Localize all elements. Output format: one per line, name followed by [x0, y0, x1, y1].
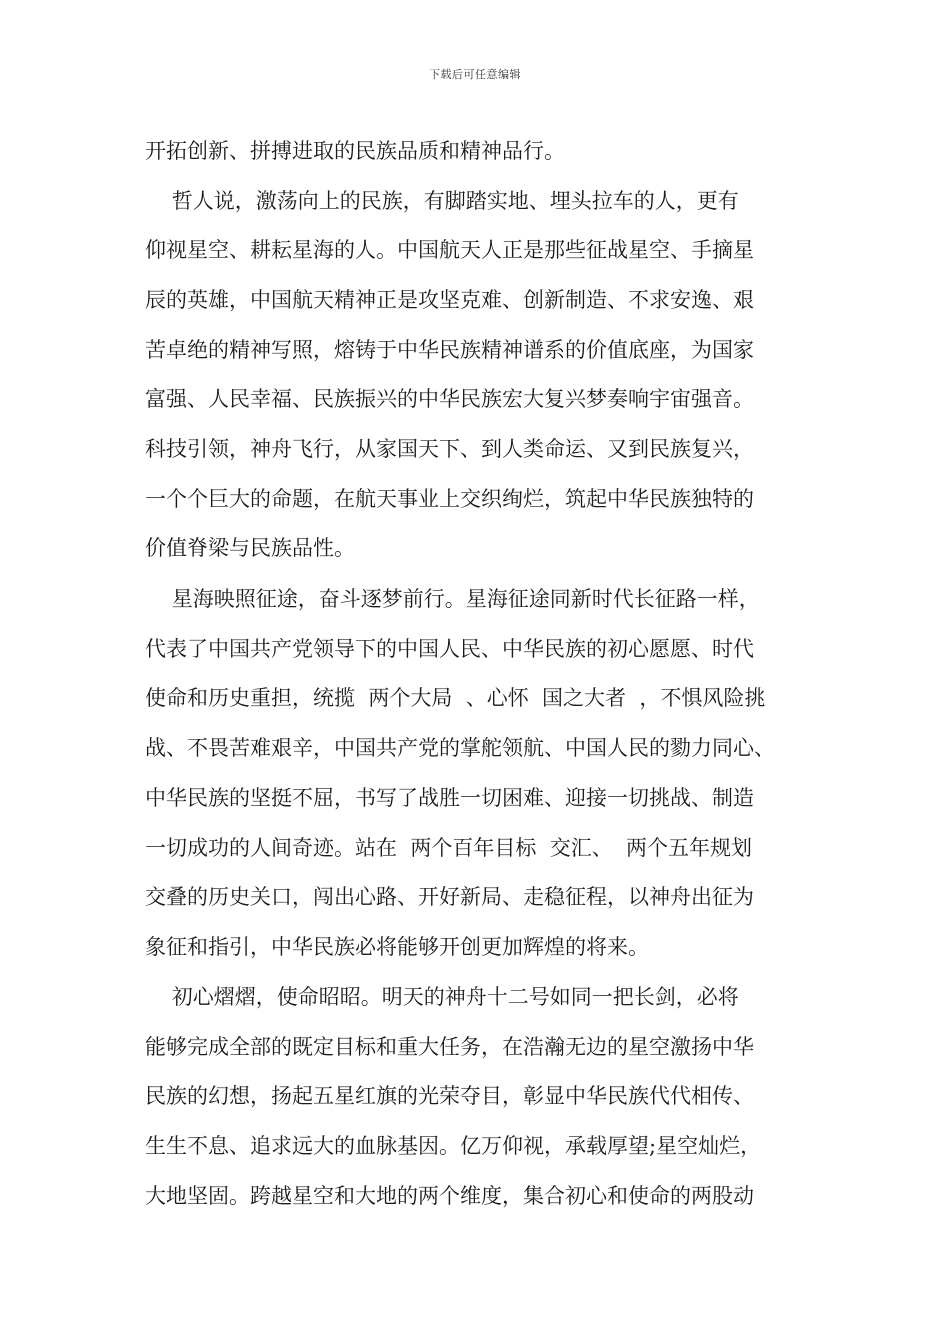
text-line: 交叠的历史关口，闯出心路、开好新局、走稳征程，以神舟出征为	[145, 885, 754, 909]
text-line: 初心熠熠，使命昭昭。明天的神舟十二号如同一把长剑，必将	[145, 985, 739, 1009]
text-line: 仰视星空、耕耘星海的人。中国航天人正是那些征战星空、手摘星	[145, 238, 754, 262]
text-line: 价值脊梁与民族品性。	[145, 536, 355, 560]
text-line: 代表了中国共产党领导下的中国人民、中华民族的初心愿愿、时代	[145, 637, 754, 661]
text-line: 生生不息、追求远大的血脉基因。亿万仰视，承载厚望;星空灿烂，	[145, 1134, 762, 1158]
text-line: 民族的幻想，扬起五星红旗的光荣夺目，彰显中华民族代代相传、	[145, 1084, 754, 1108]
text-line: 科技引领，神舟飞行，从家国天下、到人类命运、又到民族复兴，	[145, 437, 754, 461]
text-line: 战、不畏苦难艰辛，中国共产党的掌舵领航、中国人民的勠力同心、	[145, 736, 775, 760]
text-line: 大地坚固。跨越星空和大地的两个维度，集合初心和使命的两股动	[145, 1184, 754, 1208]
text-line: 中华民族的坚挺不屈，书写了战胜一切困难、迎接一切挑战、制造	[145, 786, 754, 810]
text-line: 富强、人民幸福、民族振兴的中华民族宏大复兴梦奏响宇宙强音。	[145, 387, 754, 411]
text-line: 象征和指引，中华民族必将能够开创更加辉煌的将来。	[145, 935, 649, 959]
text-line: 开拓创新、拼搏进取的民族品质和精神品行。	[145, 139, 565, 163]
text-line: 苦卓绝的精神写照，熔铸于中华民族精神谱系的价值底座，为国家	[145, 338, 754, 362]
text-line: 使命和历史重担，统揽 两个大局 、心怀 国之大者 ，不惧风险挑	[145, 686, 766, 710]
text-line: 能够完成全部的既定目标和重大任务，在浩瀚无边的星空激扬中华	[145, 1035, 754, 1059]
text-line: 哲人说，激荡向上的民族，有脚踏实地、埋头拉车的人，更有	[145, 189, 739, 213]
page-header: 下载后可任意编辑	[429, 68, 521, 81]
text-line: 星海映照征途，奋斗逐梦前行。星海征途同新时代长征路一样，	[145, 587, 760, 611]
text-line: 辰的英雄，中国航天精神正是攻坚克难、创新制造、不求安逸、艰	[145, 288, 754, 312]
text-line: 一个个巨大的命题，在航天事业上交织绚烂，筑起中华民族独特的	[145, 487, 754, 511]
text-line: 一切成功的人间奇迹。站在 两个百年目标 交汇、 两个五年规划	[145, 836, 753, 860]
